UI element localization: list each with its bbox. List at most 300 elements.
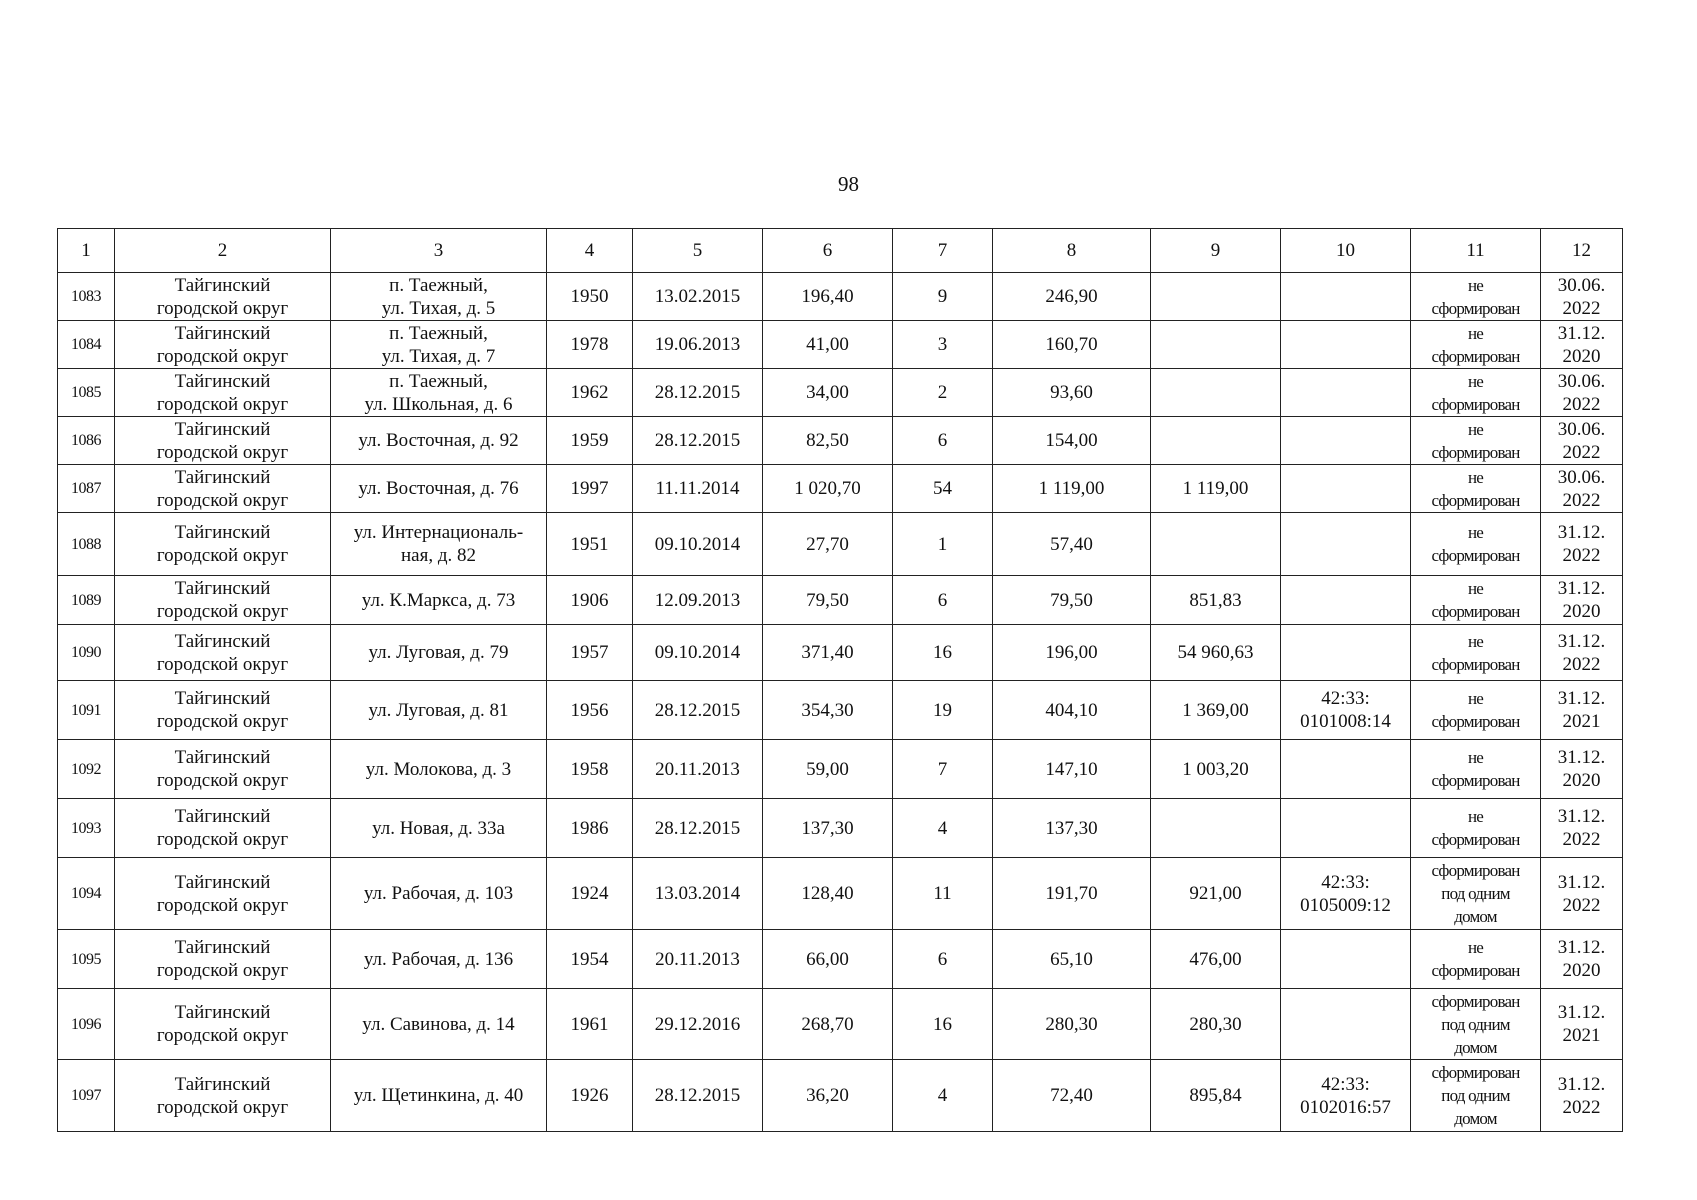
deadline-cell: [1541, 1060, 1623, 1132]
address-cell: [331, 465, 547, 513]
land-area-cell: [1151, 273, 1281, 321]
address-cell-text: ул. Восточная, д. 76: [358, 478, 519, 499]
land-status-cell: [1411, 799, 1541, 858]
municipality-cell: [115, 369, 331, 417]
land-area-cell: [1151, 681, 1281, 740]
build-year-cell-text: 1958: [570, 758, 609, 780]
table-row: [58, 465, 1623, 513]
deadline-cell-text: 30.06. 2022: [1557, 370, 1606, 415]
municipality-cell: [115, 513, 331, 576]
deadline-cell-text: 31.12. 2022: [1557, 1073, 1606, 1118]
build-year-cell: [547, 740, 633, 799]
area-cell: [763, 369, 893, 417]
table-row: [58, 740, 1623, 799]
land-area-cell: [1151, 1060, 1281, 1132]
row-number-cell: [58, 513, 115, 576]
area-cell: [763, 681, 893, 740]
area-cell-text: 354,30: [801, 699, 854, 721]
row-number-cell-text: 1094: [71, 885, 101, 902]
deadline-cell-text: 31.12. 2021: [1557, 1002, 1606, 1046]
municipality-cell-text: Тайгинский городской округ: [156, 688, 289, 732]
row-number-cell: [58, 989, 115, 1060]
residents-cell-text: 6: [937, 430, 948, 451]
residents-cell-text: 6: [937, 589, 948, 611]
table-row: [58, 417, 1623, 465]
row-number-cell-text: 1089: [71, 591, 101, 609]
build-year-cell-text: 1986: [570, 817, 609, 839]
build-year-cell-text: 1959: [570, 430, 609, 451]
municipality-cell: [115, 858, 331, 930]
build-year-cell-text: 1954: [570, 948, 609, 970]
address-cell-text: п. Таежный, ул. Тихая, д. 5: [381, 274, 496, 319]
cadastral-number-cell: [1281, 625, 1411, 681]
land-status-cell: [1411, 513, 1541, 576]
row-number-cell-text: 1092: [71, 760, 101, 778]
recognition-date-cell: [633, 273, 763, 321]
row-number-cell-text: 1096: [71, 1015, 101, 1033]
area-cell: [763, 930, 893, 989]
address-cell-text: п. Таежный, ул. Тихая, д. 7: [381, 322, 496, 367]
recognition-date-cell: [633, 417, 763, 465]
table-row: [58, 858, 1623, 930]
residents-cell: [893, 625, 993, 681]
land-status-cell: [1411, 369, 1541, 417]
total-area-cell-text: 72,40: [1050, 1085, 1093, 1106]
land-status-cell: [1411, 465, 1541, 513]
municipality-cell: [115, 625, 331, 681]
address-cell: [331, 273, 547, 321]
area-cell: [763, 417, 893, 465]
build-year-cell-text: 1957: [570, 642, 609, 663]
build-year-cell-text: 1962: [570, 382, 609, 403]
deadline-cell-text: 31.12. 2022: [1557, 630, 1606, 675]
land-status-cell-text: сформирован под одним домом: [1431, 991, 1520, 1057]
municipality-cell: [115, 465, 331, 513]
build-year-cell: [547, 1060, 633, 1132]
total-area-cell-text: 93,60: [1050, 382, 1093, 403]
address-cell-text: ул. Луговая, д. 79: [368, 642, 509, 663]
column-header: 3: [331, 229, 547, 273]
total-area-cell: [993, 465, 1151, 513]
recognition-date-cell: [633, 321, 763, 369]
table-row: [58, 273, 1623, 321]
column-header: 11: [1411, 229, 1541, 273]
land-status-cell: [1411, 989, 1541, 1060]
area-cell-text: 79,50: [806, 589, 849, 611]
deadline-cell: [1541, 681, 1623, 740]
cadastral-number-cell-text: 42:33: 0102016:57: [1300, 1073, 1391, 1118]
deadline-cell: [1541, 513, 1623, 576]
residents-cell-text: 16: [933, 1013, 952, 1035]
build-year-cell: [547, 989, 633, 1060]
land-status-cell-text: не сформирован: [1431, 419, 1520, 462]
build-year-cell-text: 1906: [570, 589, 609, 611]
land-status-cell-text: не сформирован: [1431, 689, 1520, 731]
deadline-cell-text: 31.12. 2022: [1557, 522, 1606, 566]
total-area-cell: [993, 273, 1151, 321]
land-area-cell: [1151, 989, 1281, 1060]
table-row: [58, 369, 1623, 417]
residents-cell-text: 54: [933, 478, 952, 499]
municipality-cell: [115, 799, 331, 858]
municipality-cell: [115, 1060, 331, 1132]
build-year-cell: [547, 321, 633, 369]
area-cell: [763, 321, 893, 369]
land-status-cell-text: не сформирован: [1431, 467, 1520, 510]
recognition-date-cell-text: 20.11.2013: [655, 948, 740, 970]
total-area-cell: [993, 1060, 1151, 1132]
column-number-header-row: [58, 229, 1623, 273]
residents-cell: [893, 930, 993, 989]
recognition-date-cell: [633, 369, 763, 417]
land-status-cell-text: не сформирован: [1431, 579, 1520, 621]
land-status-cell-text: сформирован под одним домом: [1431, 1063, 1520, 1128]
land-status-cell: [1411, 417, 1541, 465]
residents-cell-text: 1: [937, 533, 948, 555]
column-header: 12: [1541, 229, 1623, 273]
area-cell: [763, 625, 893, 681]
residents-cell: [893, 369, 993, 417]
address-cell-text: ул. К.Маркса, д. 73: [361, 589, 516, 611]
deadline-cell-text: 31.12. 2020: [1557, 578, 1606, 622]
address-cell-text: ул. Новая, д. 33а: [372, 817, 505, 839]
deadline-cell: [1541, 740, 1623, 799]
land-status-cell-text: не сформирован: [1431, 323, 1520, 366]
cadastral-number-cell: [1281, 576, 1411, 625]
deadline-cell: [1541, 989, 1623, 1060]
recognition-date-cell-text: 29.12.2016: [654, 1013, 741, 1035]
build-year-cell-text: 1951: [570, 533, 609, 555]
residents-cell: [893, 273, 993, 321]
total-area-cell-text: 404,10: [1045, 699, 1098, 721]
municipality-cell-text: Тайгинский городской округ: [156, 466, 289, 511]
area-cell-text: 41,00: [806, 334, 849, 355]
row-number-cell: [58, 576, 115, 625]
area-cell-text: 196,40: [801, 286, 854, 307]
land-area-cell: [1151, 417, 1281, 465]
address-cell-text: ул. Рабочая, д. 136: [363, 948, 514, 970]
address-cell: [331, 930, 547, 989]
recognition-date-cell: [633, 625, 763, 681]
deadline-cell: [1541, 930, 1623, 989]
residents-cell-text: 9: [937, 286, 948, 307]
land-area-cell: [1151, 465, 1281, 513]
address-cell-text: ул. Восточная, д. 92: [358, 430, 519, 451]
row-number-cell-text: 1091: [71, 701, 101, 719]
area-cell-text: 128,40: [801, 883, 854, 904]
total-area-cell: [993, 858, 1151, 930]
housing-register-table: [57, 228, 1623, 1132]
address-cell-text: ул. Интернациональ- ная, д. 82: [353, 522, 524, 566]
address-cell: [331, 989, 547, 1060]
recognition-date-cell-text: 28.12.2015: [654, 1085, 741, 1106]
table-row: [58, 1060, 1623, 1132]
area-cell: [763, 989, 893, 1060]
municipality-cell-text: Тайгинский городской округ: [156, 871, 289, 916]
total-area-cell-text: 246,90: [1045, 286, 1098, 307]
land-status-cell: [1411, 625, 1541, 681]
address-cell: [331, 799, 547, 858]
total-area-cell-text: 154,00: [1045, 430, 1098, 451]
municipality-cell-text: Тайгинский городской округ: [156, 522, 289, 566]
municipality-cell-text: Тайгинский городской округ: [156, 418, 289, 463]
residents-cell-text: 2: [937, 382, 948, 403]
total-area-cell-text: 137,30: [1045, 817, 1098, 839]
total-area-cell-text: 280,30: [1045, 1013, 1098, 1035]
municipality-cell: [115, 740, 331, 799]
deadline-cell-text: 31.12. 2020: [1557, 937, 1606, 981]
residents-cell: [893, 465, 993, 513]
residents-cell: [893, 681, 993, 740]
build-year-cell: [547, 858, 633, 930]
address-cell: [331, 369, 547, 417]
land-area-cell: [1151, 740, 1281, 799]
area-cell-text: 1 020,70: [794, 478, 861, 499]
cadastral-number-cell-text: 42:33: 0105009:12: [1300, 871, 1391, 916]
build-year-cell-text: 1950: [570, 286, 609, 307]
land-status-cell-text: не сформирован: [1431, 807, 1520, 849]
address-cell: [331, 513, 547, 576]
address-cell: [331, 681, 547, 740]
total-area-cell-text: 191,70: [1045, 883, 1098, 904]
build-year-cell: [547, 369, 633, 417]
cadastral-number-cell: [1281, 1060, 1411, 1132]
land-status-cell-text: не сформирован: [1431, 371, 1520, 414]
column-header: 6: [763, 229, 893, 273]
address-cell-text: ул. Луговая, д. 81: [368, 699, 509, 721]
recognition-date-cell: [633, 513, 763, 576]
land-area-cell-text: 851,83: [1189, 589, 1242, 611]
row-number-cell-text: 1090: [71, 644, 101, 661]
residents-cell-text: 11: [933, 883, 952, 904]
land-area-cell-text: 476,00: [1189, 948, 1242, 970]
row-number-cell: [58, 681, 115, 740]
build-year-cell: [547, 417, 633, 465]
recognition-date-cell-text: 28.12.2015: [654, 430, 741, 451]
row-number-cell: [58, 321, 115, 369]
address-cell-text: ул. Рабочая, д. 103: [363, 883, 514, 904]
land-area-cell: [1151, 858, 1281, 930]
land-area-cell: [1151, 513, 1281, 576]
row-number-cell: [58, 930, 115, 989]
area-cell-text: 371,40: [801, 642, 854, 663]
total-area-cell: [993, 681, 1151, 740]
municipality-cell-text: Тайгинский городской округ: [156, 630, 289, 675]
recognition-date-cell-text: 09.10.2014: [654, 642, 741, 663]
table-row: [58, 930, 1623, 989]
residents-cell-text: 4: [937, 817, 948, 839]
municipality-cell: [115, 989, 331, 1060]
cadastral-number-cell: [1281, 989, 1411, 1060]
page-number: 98: [838, 172, 859, 196]
area-cell: [763, 273, 893, 321]
residents-cell: [893, 799, 993, 858]
deadline-cell: [1541, 321, 1623, 369]
recognition-date-cell-text: 28.12.2015: [654, 382, 741, 403]
total-area-cell: [993, 417, 1151, 465]
table-row: [58, 321, 1623, 369]
cadastral-number-cell: [1281, 273, 1411, 321]
recognition-date-cell: [633, 576, 763, 625]
recognition-date-cell: [633, 740, 763, 799]
residents-cell-text: 3: [937, 334, 948, 355]
recognition-date-cell: [633, 681, 763, 740]
recognition-date-cell-text: 28.12.2015: [654, 699, 741, 721]
area-cell: [763, 1060, 893, 1132]
area-cell: [763, 799, 893, 858]
recognition-date-cell: [633, 858, 763, 930]
cadastral-number-cell-text: 42:33: 0101008:14: [1300, 688, 1391, 732]
cadastral-number-cell: [1281, 321, 1411, 369]
recognition-date-cell-text: 11.11.2014: [655, 478, 740, 499]
table-row: [58, 513, 1623, 576]
total-area-cell: [993, 321, 1151, 369]
cadastral-number-cell: [1281, 740, 1411, 799]
recognition-date-cell-text: 09.10.2014: [654, 533, 741, 555]
cadastral-number-cell: [1281, 465, 1411, 513]
deadline-cell: [1541, 858, 1623, 930]
land-status-cell-text: не сформирован: [1431, 748, 1520, 790]
recognition-date-cell-text: 12.09.2013: [654, 589, 741, 611]
column-header: 5: [633, 229, 763, 273]
land-area-cell: [1151, 799, 1281, 858]
land-area-cell-text: 1 119,00: [1182, 478, 1249, 499]
residents-cell: [893, 1060, 993, 1132]
deadline-cell: [1541, 576, 1623, 625]
area-cell: [763, 465, 893, 513]
build-year-cell-text: 1978: [570, 334, 609, 355]
recognition-date-cell: [633, 930, 763, 989]
municipality-cell-text: Тайгинский городской округ: [156, 1002, 289, 1046]
total-area-cell: [993, 740, 1151, 799]
column-header: 9: [1151, 229, 1281, 273]
cadastral-number-cell: [1281, 681, 1411, 740]
column-header: 10: [1281, 229, 1411, 273]
build-year-cell-text: 1924: [570, 883, 609, 904]
land-status-cell-text: не сформирован: [1431, 523, 1520, 565]
total-area-cell: [993, 930, 1151, 989]
recognition-date-cell-text: 28.12.2015: [654, 817, 741, 839]
municipality-cell-text: Тайгинский городской округ: [156, 937, 289, 981]
land-status-cell: [1411, 740, 1541, 799]
residents-cell-text: 19: [933, 699, 952, 721]
municipality-cell: [115, 930, 331, 989]
total-area-cell: [993, 989, 1151, 1060]
table-row: [58, 681, 1623, 740]
row-number-cell: [58, 740, 115, 799]
deadline-cell: [1541, 417, 1623, 465]
row-number-cell: [58, 625, 115, 681]
area-cell-text: 36,20: [806, 1085, 849, 1106]
land-area-cell-text: 921,00: [1189, 883, 1242, 904]
municipality-cell: [115, 273, 331, 321]
total-area-cell: [993, 799, 1151, 858]
area-cell: [763, 576, 893, 625]
deadline-cell-text: 31.12. 2022: [1557, 806, 1606, 850]
recognition-date-cell-text: 20.11.2013: [655, 758, 740, 780]
deadline-cell: [1541, 625, 1623, 681]
build-year-cell-text: 1926: [570, 1085, 609, 1106]
row-number-cell: [58, 369, 115, 417]
row-number-cell: [58, 417, 115, 465]
total-area-cell: [993, 625, 1151, 681]
residents-cell: [893, 858, 993, 930]
municipality-cell-text: Тайгинский городской округ: [156, 806, 289, 850]
total-area-cell-text: 196,00: [1045, 642, 1098, 663]
residents-cell-text: 7: [937, 758, 948, 780]
area-cell-text: 268,70: [801, 1013, 854, 1035]
row-number-cell: [58, 465, 115, 513]
deadline-cell-text: 30.06. 2022: [1557, 274, 1606, 319]
municipality-cell-text: Тайгинский городской округ: [156, 274, 289, 319]
land-status-cell: [1411, 321, 1541, 369]
recognition-date-cell: [633, 1060, 763, 1132]
deadline-cell-text: 31.12. 2020: [1557, 747, 1606, 791]
address-cell: [331, 858, 547, 930]
land-area-cell: [1151, 930, 1281, 989]
build-year-cell: [547, 465, 633, 513]
deadline-cell-text: 30.06. 2022: [1557, 418, 1606, 463]
area-cell-text: 27,70: [806, 533, 849, 555]
address-cell: [331, 625, 547, 681]
deadline-cell: [1541, 273, 1623, 321]
municipality-cell: [115, 321, 331, 369]
deadline-cell: [1541, 369, 1623, 417]
land-area-cell: [1151, 625, 1281, 681]
municipality-cell: [115, 417, 331, 465]
table-row: [58, 799, 1623, 858]
municipality-cell: [115, 576, 331, 625]
land-status-cell: [1411, 1060, 1541, 1132]
address-cell: [331, 321, 547, 369]
row-number-cell-text: 1084: [71, 336, 101, 353]
total-area-cell-text: 160,70: [1045, 334, 1098, 355]
municipality-cell-text: Тайгинский городской округ: [156, 578, 289, 622]
total-area-cell-text: 147,10: [1045, 758, 1098, 780]
build-year-cell: [547, 930, 633, 989]
address-cell: [331, 576, 547, 625]
deadline-cell-text: 31.12. 2020: [1557, 322, 1606, 367]
build-year-cell-text: 1961: [570, 1013, 609, 1035]
row-number-cell: [58, 858, 115, 930]
address-cell: [331, 740, 547, 799]
land-area-cell: [1151, 321, 1281, 369]
land-area-cell: [1151, 369, 1281, 417]
land-status-cell: [1411, 858, 1541, 930]
municipality-cell-text: Тайгинский городской округ: [156, 1073, 289, 1118]
recognition-date-cell-text: 13.03.2014: [654, 883, 741, 904]
recognition-date-cell-text: 19.06.2013: [654, 334, 741, 355]
residents-cell: [893, 576, 993, 625]
land-status-cell-text: сформирован под одним домом: [1431, 861, 1520, 926]
cadastral-number-cell: [1281, 369, 1411, 417]
land-status-cell-text: не сформирован: [1431, 275, 1520, 318]
address-cell-text: ул. Савинова, д. 14: [362, 1013, 515, 1035]
deadline-cell-text: 31.12. 2021: [1557, 688, 1606, 732]
total-area-cell: [993, 513, 1151, 576]
total-area-cell: [993, 369, 1151, 417]
row-number-cell-text: 1093: [71, 819, 101, 837]
land-status-cell: [1411, 576, 1541, 625]
column-header: 1: [58, 229, 115, 273]
residents-cell: [893, 989, 993, 1060]
build-year-cell: [547, 799, 633, 858]
area-cell: [763, 513, 893, 576]
municipality-cell-text: Тайгинский городской округ: [156, 370, 289, 415]
table-row: [58, 989, 1623, 1060]
address-cell: [331, 1060, 547, 1132]
total-area-cell-text: 65,10: [1050, 948, 1093, 970]
